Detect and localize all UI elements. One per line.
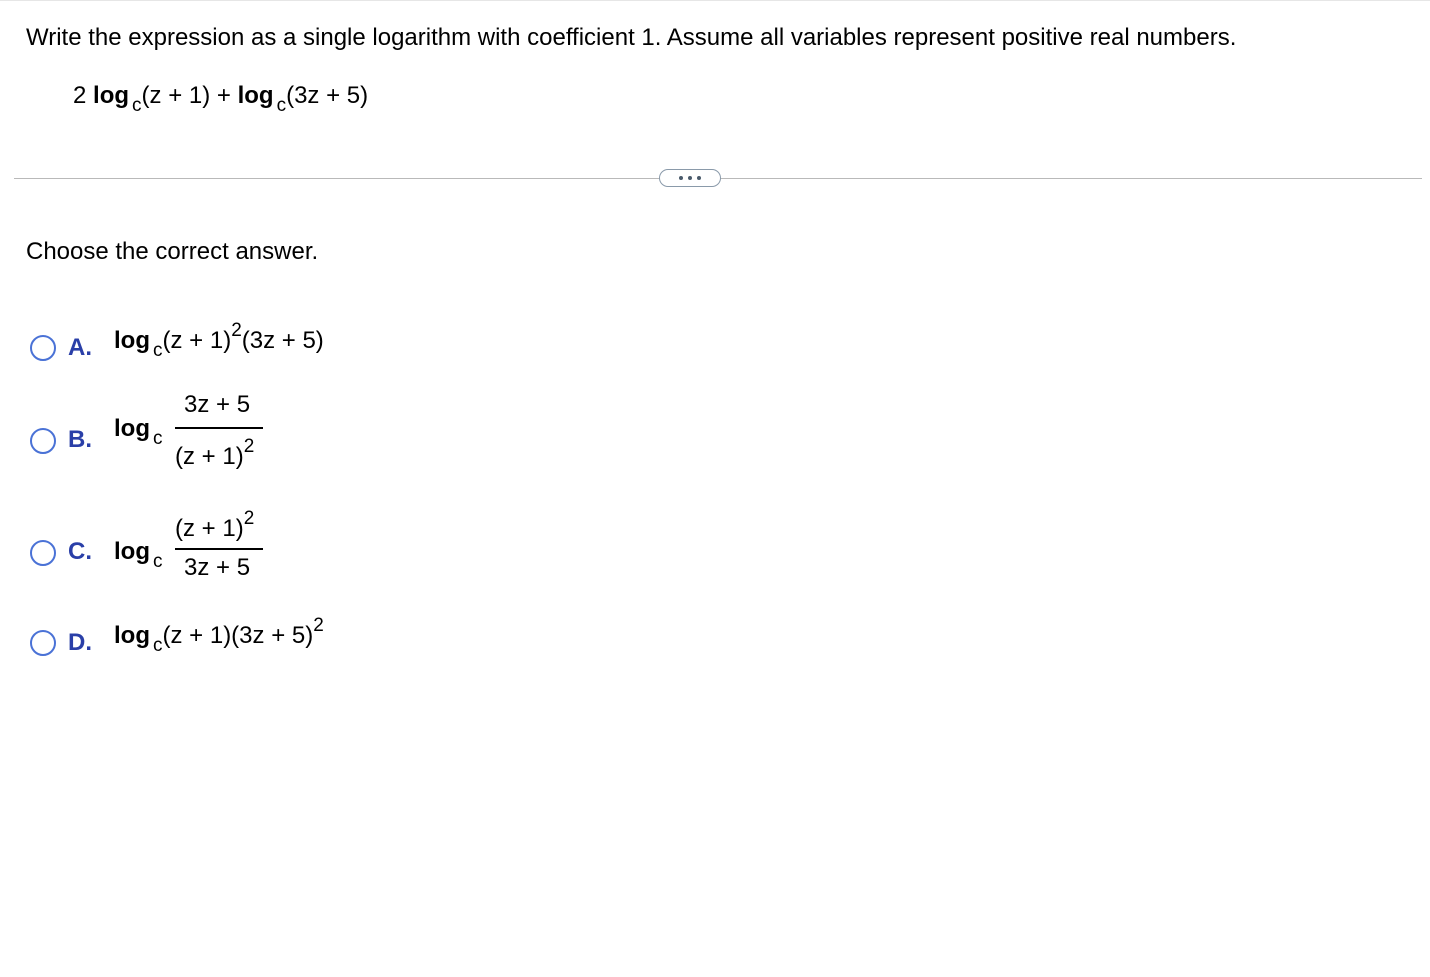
expr-arg-1: (z + 1) + [141,82,238,109]
option-b-log-part [114,414,163,449]
expr-base-2: c [276,95,287,116]
option-d-expression [114,615,324,656]
expr-log-1: log [93,82,130,109]
option-d-exponent: 2 [313,615,324,636]
option-c-numerator: (z + 1) [175,515,244,542]
option-c-log-part [114,537,163,572]
given-expression [73,81,369,116]
option-b-log: log [114,415,150,442]
option-a-base: c [153,340,163,361]
ellipsis-icon [676,175,704,181]
option-b-fraction-bar [175,427,263,429]
option-a-arg-post: (3z + 5) [241,327,324,354]
option-c-numerator-group [175,508,255,543]
option-a-letter: A. [68,334,92,361]
option-d[interactable] [30,616,390,656]
option-c[interactable] [30,509,290,599]
option-c-base: c [153,551,163,572]
option-a-log: log [114,327,150,354]
answer-prompt: Choose the correct answer. [26,238,319,265]
option-a-radio[interactable] [30,335,56,361]
option-a-expression [114,320,324,361]
option-a-exponent: 2 [231,320,242,341]
option-d-radio[interactable] [30,630,56,656]
expr-log-2: log [237,82,274,109]
option-d-base: c [153,635,163,656]
more-options-button[interactable] [659,169,721,187]
option-b-base: c [153,428,163,449]
option-d-arg: (z + 1)(3z + 5) [162,622,314,649]
option-c-fraction-bar [175,548,263,550]
option-c-log: log [114,538,150,565]
option-b-denominator: (z + 1) [175,443,244,470]
option-d-letter: D. [68,629,92,656]
expr-base-1: c [132,95,142,116]
option-a-arg-pre: (z + 1) [162,327,232,354]
option-c-denominator: 3z + 5 [184,554,251,581]
option-c-letter: C. [68,538,92,565]
option-c-numerator-exponent: 2 [243,508,255,529]
expr-coefficient: 2 [73,82,87,109]
option-b-denominator-exponent: 2 [243,436,255,457]
option-c-radio[interactable] [30,540,56,566]
option-b[interactable] [30,391,290,481]
option-b-radio[interactable] [30,428,56,454]
option-d-log: log [114,622,150,649]
option-b-denominator-group [175,436,255,471]
option-b-numerator: 3z + 5 [184,391,251,418]
question-instruction: Write the expression as a single logarithm with coefficient 1. Assume all variables represent positive real numbers. [26,24,1237,51]
expr-arg-2: (3z + 5) [286,82,369,109]
option-a[interactable] [30,321,390,361]
option-b-letter: B. [68,426,92,453]
